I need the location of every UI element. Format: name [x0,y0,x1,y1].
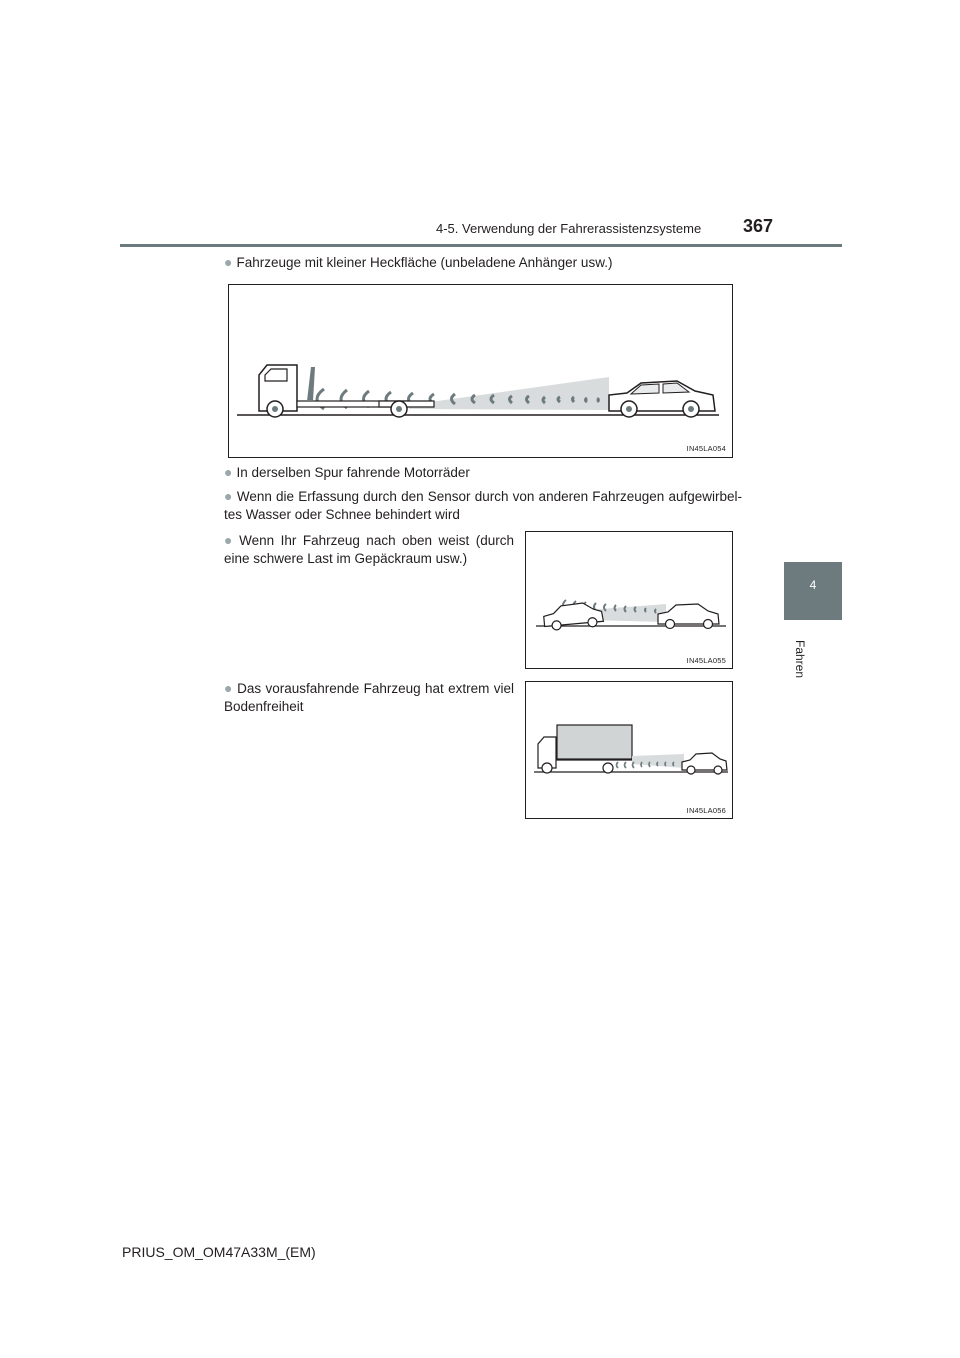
bullet-item [224,487,742,524]
figure-trailer-truck [228,284,733,458]
chapter-label: Fahren [793,639,807,679]
tilted-car-illustration [526,532,732,668]
bullet-text: Wenn Ihr Fahrzeug nach oben weist (durch eine schwere Last im Gepäckraum usw.) [224,533,514,566]
bullet-item [224,679,514,716]
document-id: PRIUS_OM_OM47A33M_(EM) [122,1244,316,1260]
bullet-item [224,531,514,568]
bullet-dot-icon: ● [224,254,233,270]
bullet-dot-icon: ● [224,488,233,504]
bullet-item [224,463,744,482]
bullet-text: Das vorausfahrende Fahrzeug hat extrem viel Bodenfreiheit [224,681,515,714]
header-rule [120,244,842,247]
figure-high-clearance-truck [525,681,733,819]
chapter-number: 4 [809,578,817,592]
bullet-text: Wenn die Erfassung durch den Sensor durch von anderen Fahrzeugen aufgewirbel-tes Wasser oder Schnee behindert wird [224,489,742,522]
figure-vehicle-tilted [525,531,733,669]
figure-code: IN45LA054 [686,444,726,453]
section-title: 4-5. Verwendung der Fahrerassistenzsysteme [436,221,702,236]
bullet-dot-icon: ● [224,680,234,696]
box-truck-illustration [526,682,732,818]
figure-code: IN45LA056 [686,806,726,815]
bullet-dot-icon: ● [224,532,236,548]
figure-code: IN45LA055 [686,656,726,665]
bullet-text: Fahrzeuge mit kleiner Heckfläche (unbeladene Anhänger usw.) [236,255,613,270]
bullet-dot-icon: ● [224,464,233,480]
bullet-text: In derselben Spur fahrende Motorräder [236,465,470,480]
truck-trailer-illustration [229,285,732,457]
page-number: 367 [743,216,774,236]
bullet-item [224,253,744,272]
